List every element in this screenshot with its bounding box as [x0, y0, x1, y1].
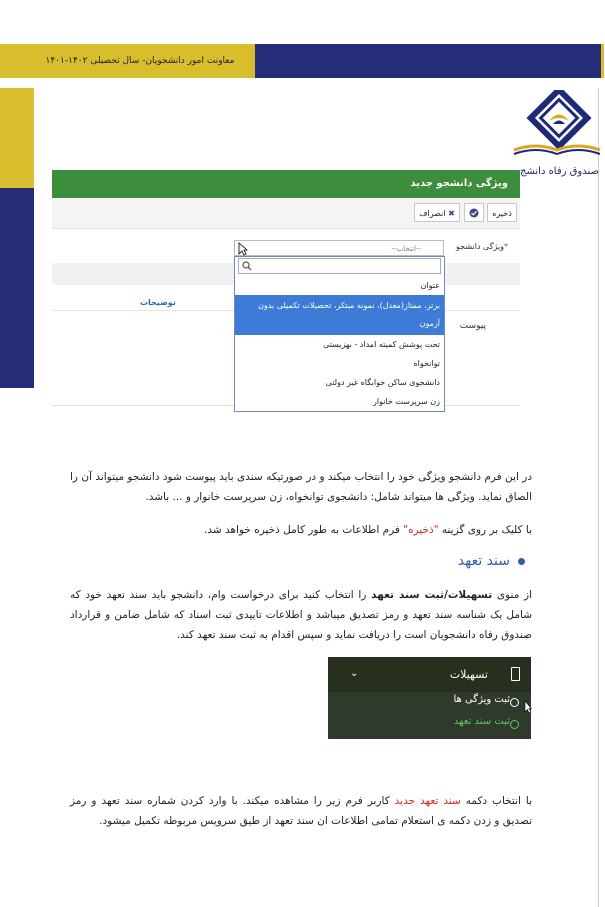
header-accent: [601, 44, 604, 78]
dropdown-option[interactable]: زن سرپرست خانوار: [373, 397, 440, 406]
cancel-button[interactable]: [414, 203, 460, 222]
chevron-down-icon: ⌄: [350, 668, 359, 679]
circle-icon: [510, 720, 519, 729]
required-mark: *: [504, 242, 508, 251]
dropdown-search-input[interactable]: [238, 258, 441, 274]
side-blue-bar: [0, 188, 34, 388]
circle-icon: [510, 698, 519, 707]
form-title: ویژگی دانشجو جدید: [52, 170, 520, 198]
cursor-icon: [524, 700, 532, 714]
text: با انتخاب دکمه: [460, 795, 532, 807]
menu-square-icon: [511, 667, 520, 681]
side-yellow-bar: [0, 88, 34, 188]
paragraph-save: [70, 520, 532, 540]
dropdown-option[interactable]: تحت پوشش کمیته امداد - بهزیستی: [323, 340, 440, 349]
menu-title[interactable]: تسهیلات: [449, 668, 488, 681]
header-blue-band: [255, 44, 601, 78]
field-label-text: ویژگی دانشجو: [456, 242, 504, 251]
page-border: [598, 88, 599, 907]
text: فرم اطلاعات به طور کامل ذخیره خواهد شد.: [204, 524, 404, 536]
attach-label: پیوست: [459, 321, 486, 331]
dropdown-option-line: برتر، ممتاز(معدل)، نمونه مبتکر، تحصیلات تکمیلی بدون: [258, 301, 440, 310]
org-name: صندوق رفاه دانشج: [520, 166, 599, 177]
new-commitment-highlight: سند تعهد جدید: [394, 795, 461, 807]
section-title: سند تعهد: [457, 553, 510, 569]
text: را انتخاب کنید برای درخواست وام، دانشجو باید سند تعهد خود که شامل یک شناسه سند تعهد و رمز تصدیق میباشد و اطلاعات تاییدی ثبت اسناد که شامل ضامن و قرارداد صندوق رفاه دانشجویان است را دریافت نماید و سپس اقدام به ثبت سند تعهد کند.: [70, 589, 532, 641]
fund-logo-icon: [512, 90, 602, 158]
student-feature-select[interactable]: --انتخاب--: [234, 240, 444, 256]
save-highlight: "ذخیره": [403, 524, 439, 536]
field-label: [450, 242, 508, 251]
check-circle-icon: [469, 208, 479, 218]
cursor-icon: [238, 242, 248, 256]
paragraph-feature-form: در این فرم دانشجو ویژگی خود را انتخاب میکند و در صورتیکه سندی باید پیوست شود دانشجو میتواند آن را الصاق نماید. ویژگی ها میتواند شامل: دانشجوی توانخواه، زن سرپرست خانوار و ... باشد.: [70, 471, 532, 503]
search-icon: [242, 261, 252, 271]
check-button[interactable]: [464, 203, 484, 222]
menu-item-commitment[interactable]: ثبت سند تعهد: [453, 716, 510, 727]
dropdown-option[interactable]: دانشجوی ساکن خوابگاه غیر دولتی: [325, 378, 440, 387]
menu-item-features[interactable]: ثبت ویژگی ها: [453, 694, 510, 705]
save-button[interactable]: ذخیره: [487, 203, 517, 222]
text: با کلیک بر روی گزینه: [438, 524, 532, 536]
dropdown-option[interactable]: عنوان: [420, 281, 440, 290]
paragraph-new-commitment: [70, 791, 532, 831]
header-text: معاونت امور دانشجویان- سال تحصیلی ۱۴۰۲-۱۴۰۱: [45, 56, 235, 66]
column-header: توضیحات: [140, 298, 176, 307]
cancel-label: انصراف: [419, 209, 446, 218]
text: از منوی: [492, 589, 532, 601]
paragraph-commitment: [70, 585, 532, 645]
dropdown-option-selected[interactable]: [235, 295, 444, 335]
menu-path: تسهیلات/ثبت سند تعهد: [371, 589, 493, 601]
text: کاربر فرم زیر را مشاهده میکند. با وارد کردن شماره سند تعهد و رمز تصدیق و زدن دکمه ی استعلام تمامی اطلاعات ان سند تعهد از طیق سرویس مربوطه تکمیل میشود.: [70, 795, 532, 827]
dropdown-option-line: آزمون: [419, 319, 440, 328]
close-icon: ✖: [448, 209, 455, 218]
dropdown-option[interactable]: توانخواه: [413, 359, 440, 368]
